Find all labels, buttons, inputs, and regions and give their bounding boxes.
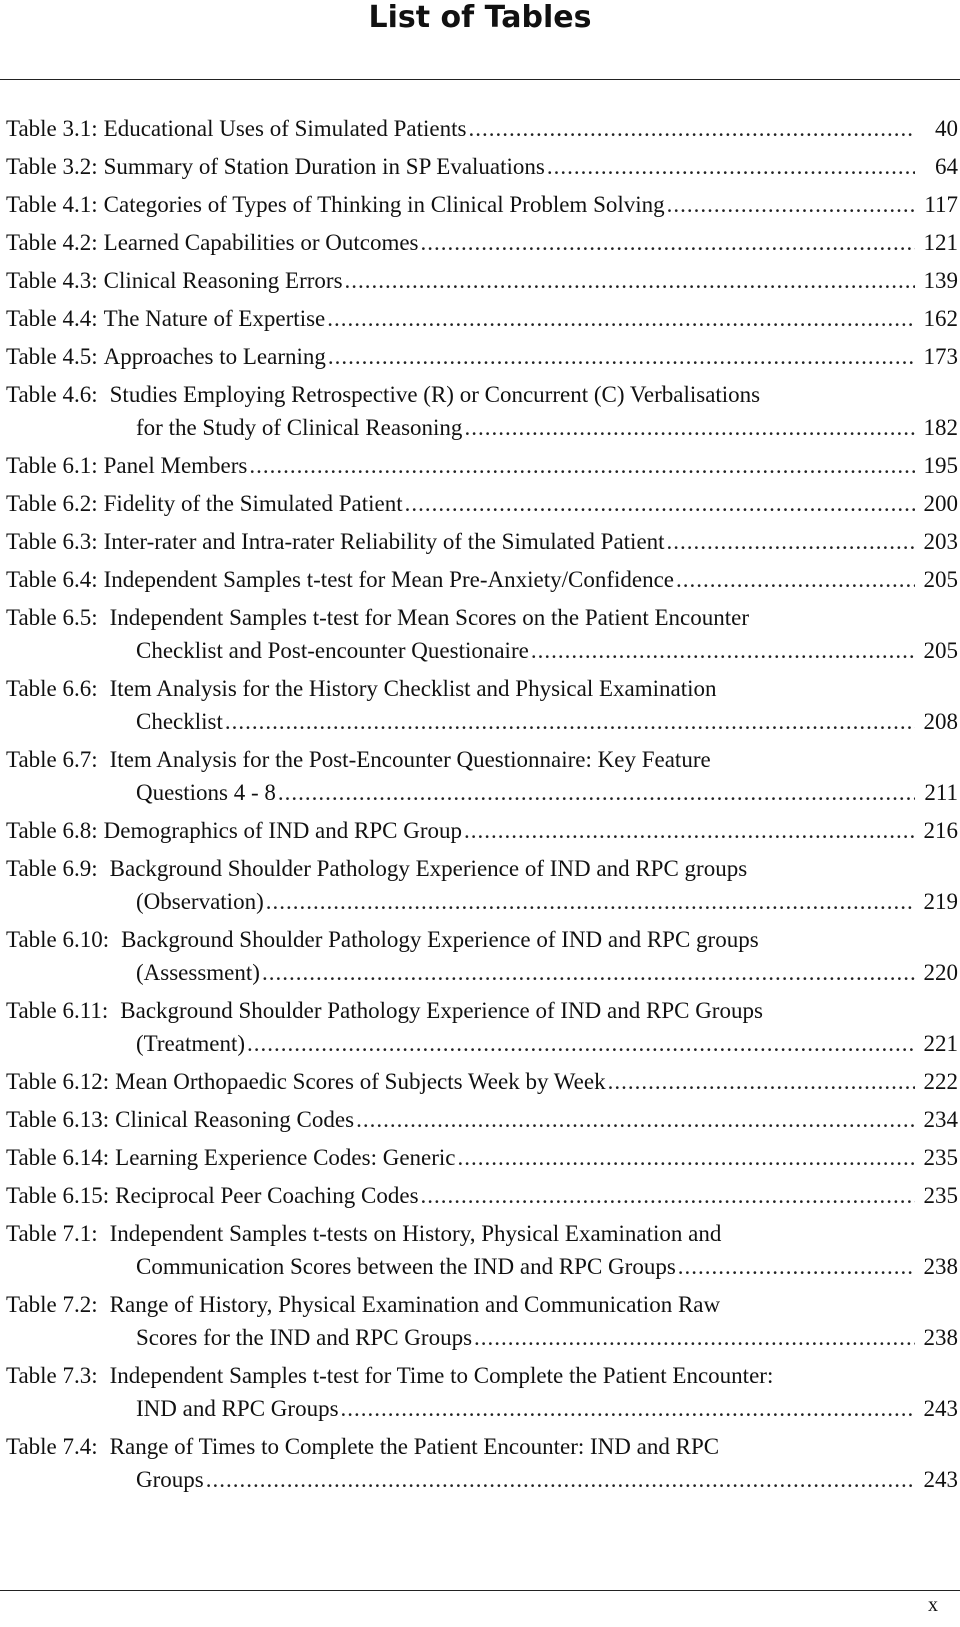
entry-title-continuation: for the Study of Clinical Reasoning [136, 415, 463, 440]
entry-title: Fidelity of the Simulated Patient [103, 491, 403, 516]
dot-leader [206, 1463, 915, 1496]
entry-label: Table 6.15: [6, 1183, 110, 1208]
dot-leader [458, 1141, 915, 1174]
entry-label: Table 3.1: [6, 116, 98, 141]
dot-leader [464, 814, 915, 847]
entry-label: Table 7.3: [6, 1363, 98, 1388]
dot-leader [266, 885, 915, 918]
entry-page: 173 [923, 344, 958, 369]
entry-label: Table 6.5: [6, 605, 98, 630]
toc-entry[interactable] [6, 150, 958, 183]
entry-title: Reciprocal Peer Coaching Codes [115, 1183, 419, 1208]
page-number: x [928, 1594, 938, 1616]
entry-title: Independent Samples t-tests on History, Physical Examination and [109, 1221, 722, 1246]
dot-leader [421, 226, 915, 259]
entry-label: Table 6.3: [6, 529, 98, 554]
entry-title: Background Shoulder Pathology Experience of IND and RPC Groups [120, 998, 763, 1023]
entry-label: Table 6.8: [6, 818, 98, 843]
entry-page: 238 [923, 1325, 958, 1350]
entry-title: The Nature of Expertise [103, 306, 326, 331]
entry-title-continuation: (Assessment) [136, 960, 260, 985]
dot-leader [328, 340, 915, 373]
toc-entry[interactable] [6, 378, 958, 444]
dot-leader [667, 188, 915, 221]
entry-title: Approaches to Learning [103, 344, 326, 369]
dot-leader [676, 563, 915, 596]
dot-leader [608, 1065, 915, 1098]
dot-leader [667, 525, 915, 558]
dot-leader [547, 150, 915, 183]
entry-title: Range of Times to Complete the Patient Encounter: IND and RPC [109, 1434, 720, 1459]
toc-entry[interactable] [6, 188, 958, 221]
toc-entry[interactable] [6, 1359, 958, 1425]
page-title: List of Tables [368, 0, 592, 35]
entry-page: 222 [923, 1069, 958, 1094]
entry-title: Independent Samples t-test for Mean Pre-Anxiety/Confidence [103, 567, 675, 592]
entry-page: 220 [923, 960, 958, 985]
entry-label: Table 4.3: [6, 268, 98, 293]
entry-title: Independent Samples t-test for Mean Scores on the Patient Encounter [109, 605, 749, 630]
toc-entry[interactable] [6, 743, 958, 809]
entry-label: Table 7.4: [6, 1434, 98, 1459]
entry-title: Mean Orthopaedic Scores of Subjects Week by Week [115, 1069, 606, 1094]
entry-page: 243 [923, 1467, 958, 1492]
entry-title-continuation: Checklist and Post-encounter Questionaire [136, 638, 529, 663]
toc-entry[interactable] [6, 1103, 958, 1136]
dot-leader [225, 705, 915, 738]
entry-label: Table 6.9: [6, 856, 98, 881]
toc-entry[interactable] [6, 1179, 958, 1212]
entry-label: Table 4.2: [6, 230, 98, 255]
entry-title: Demographics of IND and RPC Group [103, 818, 463, 843]
entry-title: Clinical Reasoning Errors [103, 268, 343, 293]
dot-leader [474, 1321, 915, 1354]
toc-entry[interactable] [6, 601, 958, 667]
entry-label: Table 6.4: [6, 567, 98, 592]
entry-page: 235 [923, 1183, 958, 1208]
toc-entry[interactable] [6, 994, 958, 1060]
entry-page: 234 [923, 1107, 958, 1132]
entry-title-continuation: Scores for the IND and RPC Groups [136, 1325, 473, 1350]
entry-title-continuation: Groups [136, 1467, 204, 1492]
entry-label: Table 3.2: [6, 154, 98, 179]
entry-page: 205 [923, 567, 958, 592]
toc-entry[interactable] [6, 112, 958, 145]
entry-page: 208 [923, 709, 958, 734]
entry-title-continuation: Checklist [136, 709, 223, 734]
entry-label: Table 7.2: [6, 1292, 98, 1317]
entry-page: 216 [923, 818, 958, 843]
toc-entry[interactable] [6, 1065, 958, 1098]
entry-label: Table 4.6: [6, 382, 98, 407]
toc-entry[interactable] [6, 852, 958, 918]
entry-label: Table 4.5: [6, 344, 98, 369]
toc-entry[interactable] [6, 1141, 958, 1174]
dot-leader [341, 1392, 915, 1425]
entry-page: 205 [923, 638, 958, 663]
toc-entry[interactable] [6, 1217, 958, 1283]
entry-page: 139 [923, 268, 958, 293]
entry-title: Clinical Reasoning Codes [115, 1107, 355, 1132]
entry-page: 117 [924, 192, 958, 217]
dot-leader [421, 1179, 915, 1212]
dot-leader [278, 776, 915, 809]
toc-entry[interactable] [6, 449, 958, 482]
toc-entry[interactable] [6, 1288, 958, 1354]
footer-rule [0, 1590, 960, 1591]
entry-title: Inter-rater and Intra-rater Reliability of the Simulated Patient [103, 529, 665, 554]
entry-title: Item Analysis for the History Checklist and Physical Examination [109, 676, 717, 701]
entry-title-continuation: Communication Scores between the IND and RPC Groups [136, 1254, 676, 1279]
dot-leader [531, 634, 915, 667]
dot-leader [405, 487, 915, 520]
entry-title-continuation: (Observation) [136, 889, 264, 914]
dot-leader [247, 1027, 915, 1060]
entry-title-continuation: (Treatment) [136, 1031, 246, 1056]
entry-page: 203 [923, 529, 958, 554]
toc-entry[interactable] [6, 487, 958, 520]
entry-title: Categories of Types of Thinking in Clinical Problem Solving [103, 192, 665, 217]
toc-entry[interactable] [6, 340, 958, 373]
entry-title: Educational Uses of Simulated Patients [103, 116, 467, 141]
dot-leader [468, 112, 915, 145]
header-rule [0, 79, 960, 80]
entry-title: Range of History, Physical Examination and Communication Raw [109, 1292, 721, 1317]
toc-entry[interactable] [6, 226, 958, 259]
entry-label: Table 6.10: [6, 927, 110, 952]
dot-leader [464, 411, 915, 444]
entry-page: 235 [923, 1145, 958, 1170]
entry-page: 162 [923, 306, 958, 331]
entry-label: Table 6.1: [6, 453, 98, 478]
entry-page: 211 [924, 780, 958, 805]
dot-leader [345, 264, 915, 297]
dot-leader [262, 956, 915, 989]
entry-title-continuation: IND and RPC Groups [136, 1396, 339, 1421]
entry-page: 195 [923, 453, 958, 478]
dot-leader [356, 1103, 915, 1136]
entry-label: Table 4.4: [6, 306, 98, 331]
entry-label: Table 6.14: [6, 1145, 110, 1170]
entry-page: 221 [923, 1031, 958, 1056]
toc-entry[interactable] [6, 1430, 958, 1496]
entry-title: Independent Samples t-test for Time to Complete the Patient Encounter: [109, 1363, 774, 1388]
toc-entry[interactable] [6, 525, 958, 558]
toc-entry[interactable] [6, 672, 958, 738]
entry-title: Studies Employing Retrospective (R) or Concurrent (C) Verbalisations [109, 382, 761, 407]
entry-title-continuation: Questions 4 - 8 [136, 780, 276, 805]
toc-entry[interactable] [6, 923, 958, 989]
entry-page: 121 [923, 230, 958, 255]
table-list [6, 112, 958, 1501]
entry-page: 238 [923, 1254, 958, 1279]
dot-leader [249, 449, 915, 482]
entry-title: Learning Experience Codes: Generic [115, 1145, 456, 1170]
entry-label: Table 6.12: [6, 1069, 110, 1094]
toc-entry[interactable] [6, 302, 958, 335]
entry-label: Table 6.11: [6, 998, 109, 1023]
entry-page: 219 [923, 889, 958, 914]
entry-page: 182 [923, 415, 958, 440]
entry-page: 200 [923, 491, 958, 516]
entry-page: 64 [935, 154, 958, 179]
entry-title: Background Shoulder Pathology Experience of IND and RPC groups [109, 856, 748, 881]
toc-entry[interactable] [6, 814, 958, 847]
entry-label: Table 6.6: [6, 676, 98, 701]
entry-label: Table 4.1: [6, 192, 98, 217]
entry-label: Table 7.1: [6, 1221, 98, 1246]
dot-leader [678, 1250, 915, 1283]
entry-title: Panel Members [103, 453, 248, 478]
entry-title: Background Shoulder Pathology Experience of IND and RPC groups [121, 927, 759, 952]
entry-title: Item Analysis for the Post-Encounter Questionnaire: Key Feature [109, 747, 711, 772]
entry-label: Table 6.13: [6, 1107, 110, 1132]
entry-label: Table 6.7: [6, 747, 98, 772]
toc-entry[interactable] [6, 563, 958, 596]
entry-title: Summary of Station Duration in SP Evaluations [103, 154, 545, 179]
entry-page: 243 [923, 1396, 958, 1421]
entry-title: Learned Capabilities or Outcomes [103, 230, 419, 255]
entry-page: 40 [935, 116, 958, 141]
dot-leader [327, 302, 915, 335]
entry-label: Table 6.2: [6, 491, 98, 516]
toc-entry[interactable] [6, 264, 958, 297]
